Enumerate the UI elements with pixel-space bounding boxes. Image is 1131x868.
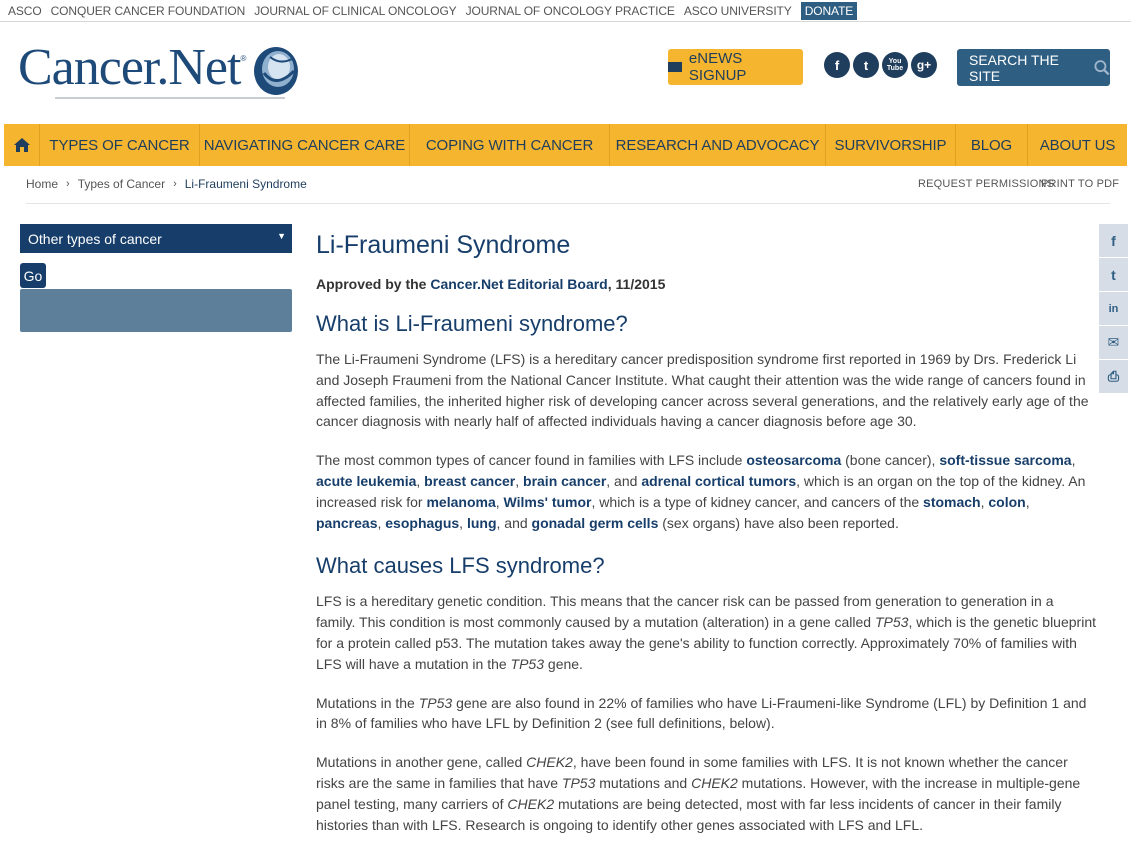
pancreas-link[interactable]: pancreas — [316, 514, 378, 531]
divider — [26, 203, 1110, 204]
nav-survivorship[interactable]: SURVIVORSHIP — [826, 124, 956, 166]
share-facebook-icon[interactable]: f — [1099, 224, 1128, 257]
nav-navigating-cancer-care[interactable]: NAVIGATING CANCER CARE — [200, 124, 410, 166]
home-nav-button[interactable] — [4, 124, 40, 166]
logo-wordmark: Cancer.Net — [18, 39, 241, 96]
paragraph-chek2: Mutations in another gene, called CHEK2, have been found in some families with LFS. It is not known whether the cancer risks are the same in families that have TP53 mutations and CHEK2 mutations. However, with the increase in multiple-gene panel testing, many carriers of CHEK2 mutations are being detected, most with far less incidents of cancer in their family histories than with LFS. Research is ongoing to identify other genes associated with LFS and LFL. — [316, 754, 1081, 833]
section-heading-causes: What causes LFS syndrome? — [316, 553, 605, 579]
utility-bar — [0, 0, 1131, 22]
youtube-icon[interactable] — [882, 52, 908, 78]
soft-tissue-sarcoma-link[interactable]: soft-tissue sarcoma — [939, 452, 1072, 469]
nav-about-us[interactable]: ABOUT US — [1039, 136, 1116, 154]
conquer-cancer-foundation-link[interactable]: CONQUER CANCER FOUNDATION — [50, 3, 246, 18]
melanoma-link[interactable]: melanoma — [426, 493, 496, 510]
journal-oncology-practice-link[interactable]: JOURNAL OF ONCOLOGY PRACTICE — [465, 3, 675, 18]
nav-coping-with-cancer[interactable]: COPING WITH CANCER — [410, 124, 610, 166]
print-to-pdf-link[interactable]: PRINT TO PDF — [1041, 178, 1120, 190]
youtube-glyph: You Tube — [886, 58, 904, 72]
globe-icon — [250, 43, 302, 99]
approved-date: , 11/2015 — [607, 276, 666, 292]
editorial-board-link[interactable]: Cancer.Net Editorial Board — [430, 276, 608, 292]
cancer-net-logo[interactable] — [18, 40, 302, 99]
chevron-right-icon: › — [66, 178, 70, 190]
main-nav — [4, 124, 1127, 166]
asco-university-link[interactable]: ASCO UNIVERSITY — [683, 3, 792, 18]
google-plus-glyph: g+ — [916, 58, 932, 72]
stomach-link[interactable]: stomach — [923, 493, 981, 510]
paragraph-cancer-types: The most common types of cancer found in families with LFS include osteosarcoma (bone cancer), soft-tissue sarcoma, acute leukemia, breast cancer, brain cancer, and adrenal cortical tumors, which is an organ on the top of the kidney. An increased risk for melanoma, Wilms' tumor, which is a type of kidney cancer, and cancers of the stomach, colon, pancreas, esophagus, lung, and gonadal germ cells (sex organs) have also been reported. — [316, 452, 1086, 531]
google-plus-icon[interactable] — [911, 52, 937, 78]
home-icon — [14, 138, 30, 152]
wilms-tumor-link[interactable]: Wilms' tumor — [503, 493, 592, 510]
approved-prefix: Approved by the — [316, 276, 431, 292]
facebook-glyph: f — [834, 57, 840, 73]
paragraph-lfl: Mutations in the TP53 gene are also found in 22% of families who have Li-Fraumeni-like Syndrome (LFL) by Definition 1 and in 8% of families who have LFL by Definition 2 (see full definitions, below). — [316, 694, 1087, 732]
breadcrumb — [26, 177, 307, 191]
lung-link[interactable]: lung — [466, 514, 497, 531]
envelope-icon — [668, 62, 682, 72]
request-permissions-link[interactable]: REQUEST PERMISSIONS — [918, 178, 1055, 190]
breast-cancer-link[interactable]: breast cancer — [424, 472, 516, 489]
caret-down-icon: ▼ — [277, 231, 286, 241]
section-heading-what: What is Li-Fraumeni syndrome? — [316, 311, 628, 336]
breadcrumb-types-of-cancer[interactable]: Types of Cancer — [77, 177, 166, 191]
cancer-type-select[interactable] — [20, 224, 292, 253]
print-icon[interactable]: ⎙ — [1099, 360, 1128, 393]
breadcrumb-home[interactable]: Home — [26, 177, 59, 191]
nav-types-of-cancer[interactable]: TYPES OF CANCER — [40, 124, 200, 166]
breadcrumb-current: Li-Fraumeni Syndrome — [184, 177, 307, 191]
share-email-icon[interactable]: ✉ — [1099, 326, 1128, 359]
enews-label: eNEWS SIGNUP — [688, 50, 747, 84]
asco-link[interactable]: ASCO — [8, 3, 42, 18]
search-site-button[interactable] — [957, 49, 1110, 86]
chevron-right-icon: › — [173, 178, 177, 190]
adrenal-cortical-tumors-link[interactable]: adrenal cortical tumors — [641, 472, 797, 489]
search-icon — [1094, 59, 1110, 77]
donate-button[interactable]: DONATE — [801, 2, 858, 20]
paragraph-causes: LFS is a hereditary genetic condition. This means that the cancer risk can be passed from generation to generation in a family. This condition is most commonly caused by a mutation (alteration) in a gene called TP53, which is the genetic blueprint for a protein called p53. The mutation takes away the gene's ability to function correctly. Approximately 70% of families with LFS will have a mutation in the TP53 gene. — [316, 593, 1096, 672]
enews-signup-button[interactable] — [668, 49, 803, 85]
go-button[interactable]: Go — [20, 263, 46, 288]
sidebar-panel — [20, 289, 292, 332]
registered-mark: ® — [240, 54, 247, 63]
brain-cancer-link[interactable]: brain cancer — [523, 472, 607, 489]
article — [316, 228, 1096, 853]
twitter-glyph: t — [863, 57, 869, 73]
page-title: Li-Fraumeni Syndrome — [316, 231, 571, 259]
twitter-icon[interactable] — [853, 52, 879, 78]
share-twitter-icon[interactable]: t — [1099, 258, 1128, 291]
nav-research-and-advocacy[interactable]: RESEARCH AND ADVOCACY — [610, 124, 826, 166]
share-linkedin-icon[interactable]: in — [1099, 292, 1128, 325]
approval-line — [316, 276, 1096, 292]
paragraph-intro: The Li-Fraumeni Syndrome (LFS) is a hereditary cancer predisposition syndrome first reported in 1969 by Drs. Frederick Li and Joseph Fraumeni from the National Cancer Institute. What caught their attention was the wide range of cancers found in affected families, the inherited higher risk of developing cancer across several generations, and the relatively early age of the cancer diagnosis with nearly half of affected individuals having a cancer diagnosis before age 30. — [316, 351, 1089, 430]
acute-leukemia-link[interactable]: acute leukemia — [316, 472, 417, 489]
gonadal-germ-cells-link[interactable]: gonadal germ cells — [531, 514, 659, 531]
colon-link[interactable]: colon — [988, 493, 1026, 510]
select-value: Other types of cancer — [28, 230, 162, 247]
facebook-icon[interactable] — [824, 52, 850, 78]
osteosarcoma-link[interactable]: osteosarcoma — [746, 452, 842, 469]
search-label: SEARCH THE SITE — [969, 51, 1059, 84]
nav-blog[interactable]: BLOG — [956, 124, 1028, 166]
journal-clinical-oncology-link[interactable]: JOURNAL OF CLINICAL ONCOLOGY — [254, 3, 457, 18]
esophagus-link[interactable]: esophagus — [385, 514, 460, 531]
logo-underline — [55, 97, 285, 99]
